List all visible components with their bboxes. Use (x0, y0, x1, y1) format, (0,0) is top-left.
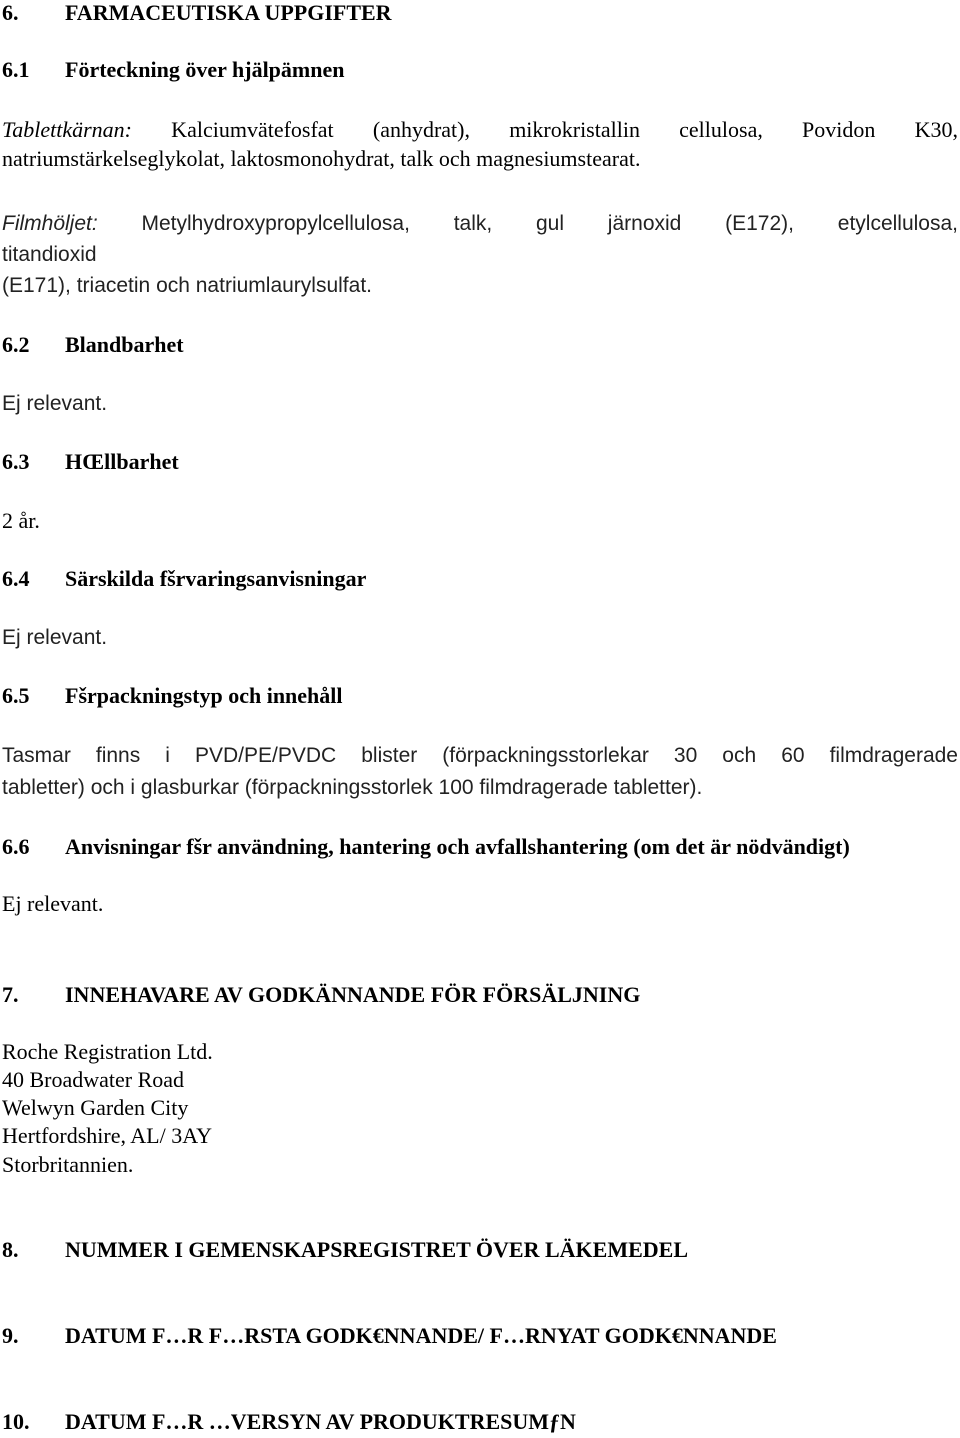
section-title: FARMACEUTISKA UPPGIFTER (65, 0, 392, 25)
section-6-4-body: Ej relevant. (2, 626, 108, 649)
film-coating-text-3: (E171), triacetin och natriumlaurylsulfat. (2, 274, 372, 297)
film-coating-text-2: titandioxid (2, 243, 97, 266)
section-6-5-line-1: Tasmar finns i PVD/PE/PVDC blister (förpackningsstorlekar 30 och 60 filmdragerade (2, 744, 958, 767)
film-coating-paragraph (2, 208, 958, 301)
section-9-heading (2, 1323, 777, 1349)
section-6-heading (2, 0, 392, 26)
section-title: DATUM F…R F…RSTA GODK€NNANDE/ F…RNYAT GODK€NNANDE (65, 1323, 777, 1348)
section-title: INNEHAVARE AV GODKÄNNANDE FÖR FÖRSÄLJNING (65, 982, 641, 1007)
section-number: 6.2 (2, 332, 30, 357)
section-number: 7. (2, 982, 19, 1007)
section-6-3-heading (2, 449, 179, 475)
section-6-3-body: 2 år. (2, 508, 40, 533)
section-number: 6. (2, 0, 19, 25)
section-title: Blandbarhet (65, 332, 184, 357)
section-number: 10. (2, 1409, 30, 1434)
section-6-5-line-2: tabletter) och i glasburkar (förpackningsstorlek 100 filmdragerade tabletter). (2, 776, 703, 799)
section-6-5-heading (2, 683, 343, 709)
section-8-heading (2, 1237, 688, 1263)
address-line: Welwyn Garden City (2, 1095, 189, 1120)
section-title: Anvisningar fšr användning, hantering och avfallshantering (om det är nödvändigt) (65, 834, 850, 859)
section-10-heading (2, 1409, 576, 1435)
section-6-5-paragraph (2, 740, 958, 804)
section-number: 6.5 (2, 683, 30, 708)
tablet-core-text-1: Kalciumvätefosfat (anhydrat), mikrokristallin cellulosa, Povidon K30, (131, 117, 958, 142)
tablet-core-label: Tablettkärnan: (2, 117, 132, 142)
section-title: HŒllbarhet (65, 449, 179, 474)
section-number: 6.4 (2, 566, 30, 591)
tablet-core-text-2: natriumstärkelseglykolat, laktosmonohydrat, talk och magnesiumstearat. (2, 146, 641, 171)
address-line: 40 Broadwater Road (2, 1067, 185, 1092)
film-coating-line-1 (2, 208, 958, 239)
section-6-1-heading (2, 57, 344, 83)
address-line: Hertfordshire, AL/ 3AY (2, 1123, 212, 1148)
section-6-2-heading (2, 332, 184, 358)
address-line: Storbritannien. (2, 1152, 134, 1177)
section-title: Särskilda fšrvaringsanvisningar (65, 566, 367, 591)
section-6-4-heading (2, 566, 366, 592)
section-number: 6.6 (2, 834, 30, 859)
section-number: 6.3 (2, 449, 30, 474)
tablet-core-paragraph (2, 115, 958, 173)
section-number: 8. (2, 1237, 19, 1262)
film-coating-label: Filmhöljet: (2, 212, 98, 235)
section-number: 9. (2, 1323, 19, 1348)
section-7-heading (2, 982, 640, 1008)
film-coating-text-1: Metylhydroxypropylcellulosa, talk, gul järnoxid (E172), etylcellulosa, (97, 212, 958, 235)
section-title: Fšrpackningstyp och innehåll (65, 683, 343, 708)
section-number: 6.1 (2, 57, 30, 82)
address-line: Roche Registration Ltd. (2, 1039, 213, 1064)
section-6-2-body: Ej relevant. (2, 392, 108, 415)
section-6-6-body: Ej relevant. (2, 891, 104, 916)
section-6-6-heading (2, 834, 850, 860)
section-title: NUMMER I GEMENSKAPSREGISTRET ÖVER LÄKEMEDEL (65, 1237, 689, 1262)
section-title: DATUM F…R …VERSYN AV PRODUKTRESUMƒN (65, 1409, 576, 1434)
section-title: Förteckning över hjälpämnen (65, 57, 345, 82)
tablet-core-line-1 (2, 115, 958, 144)
